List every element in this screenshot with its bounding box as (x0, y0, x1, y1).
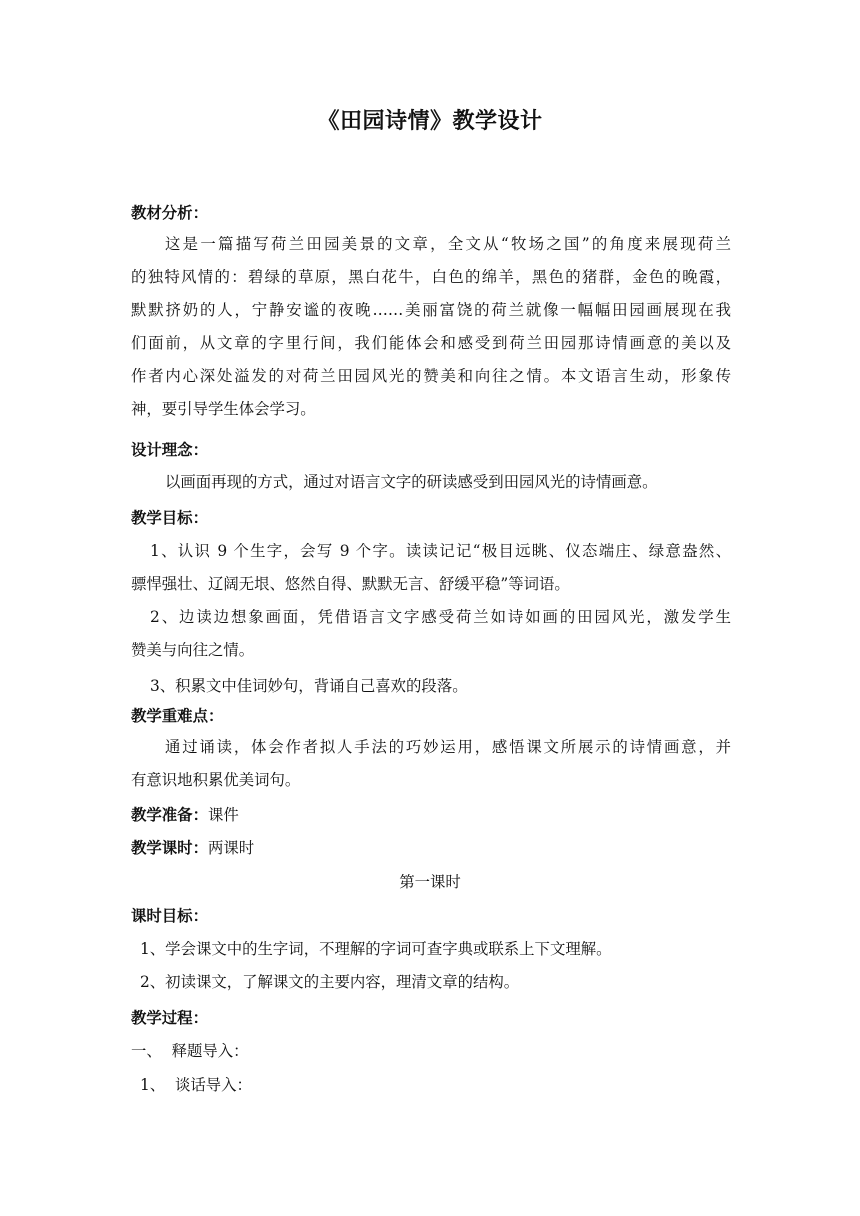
key-points-heading: 教学重难点： (131, 707, 224, 725)
process-heading: 教学过程： (131, 1009, 208, 1027)
periods-value: 两课时 (207, 839, 255, 857)
analysis-heading: 教材分析： (131, 204, 208, 222)
concept-text: 以画面再现的方式，通过对语言文字的研读感受到田园风光的诗情画意。 (165, 473, 658, 491)
periods-row (131, 837, 731, 859)
concept-heading: 设计理念： (131, 441, 208, 459)
preparation-heading: 教学准备： (131, 806, 208, 824)
key-points-line-2: 有意识地积累优美词句。 (131, 771, 301, 789)
goal-line-3: 2、边读边想象画面，凭借语言文字感受荷兰如诗如画的田园风光，激发学生 (150, 608, 731, 626)
goal-line-2: 骠悍强壮、辽阔无垠、悠然自得、默默无言、舒缓平稳”等词语。 (131, 575, 570, 593)
goal-line-4: 赞美与向往之情。 (131, 641, 255, 659)
goal-line-1: 1、认识 9 个生字，会写 9 个字。读读记记“极目远眺、仪态端庄、绿意盎然、 (150, 542, 731, 560)
lesson-title: 第一课时 (399, 873, 461, 891)
document-title: 《田园诗情》教学设计 (317, 108, 543, 134)
analysis-line-2: 的独特风情的：碧绿的草原，黑白花牛，白色的绵羊，黑色的猪群，金色的晚霞， (131, 268, 731, 286)
preparation-row (131, 804, 731, 826)
goal-line-5: 3、积累文中佳词妙句，背诵自己喜欢的段落。 (150, 677, 468, 695)
analysis-line-3: 默默挤奶的人，宁静安谧的夜晚……美丽富饶的荷兰就像一幅幅田园画展现在我 (131, 301, 731, 319)
process-step-1-1: 1、 谈话导入： (140, 1076, 252, 1094)
lesson-goals-heading: 课时目标： (131, 907, 208, 925)
analysis-line-6: 神，要引导学生体会学习。 (131, 400, 316, 418)
analysis-line-5: 作者内心深处溢发的对荷兰田园风光的赞美和向往之情。本文语言生动，形象传 (131, 367, 731, 385)
periods-heading: 教学课时： (131, 839, 208, 857)
analysis-line-4: 们面前，从文章的字里行间，我们能体会和感受到荷兰田园那诗情画意的美以及 (131, 334, 731, 352)
goals-heading: 教学目标： (131, 509, 208, 527)
analysis-line-1: 这是一篇描写荷兰田园美景的文章，全文从“牧场之国”的角度来展现荷兰 (165, 235, 731, 253)
lesson-goal-line-1: 1、学会课文中的生字词，不理解的字词可查字典或联系上下文理解。 (140, 940, 612, 958)
preparation-value: 课件 (207, 806, 239, 824)
key-points-line-1: 通过诵读，体会作者拟人手法的巧妙运用，感悟课文所展示的诗情画意，并 (165, 738, 731, 756)
lesson-goal-line-2: 2、初读课文，了解课文的主要内容，理清文章的结构。 (140, 973, 520, 991)
process-step-1: 一、 释题导入： (131, 1042, 249, 1060)
